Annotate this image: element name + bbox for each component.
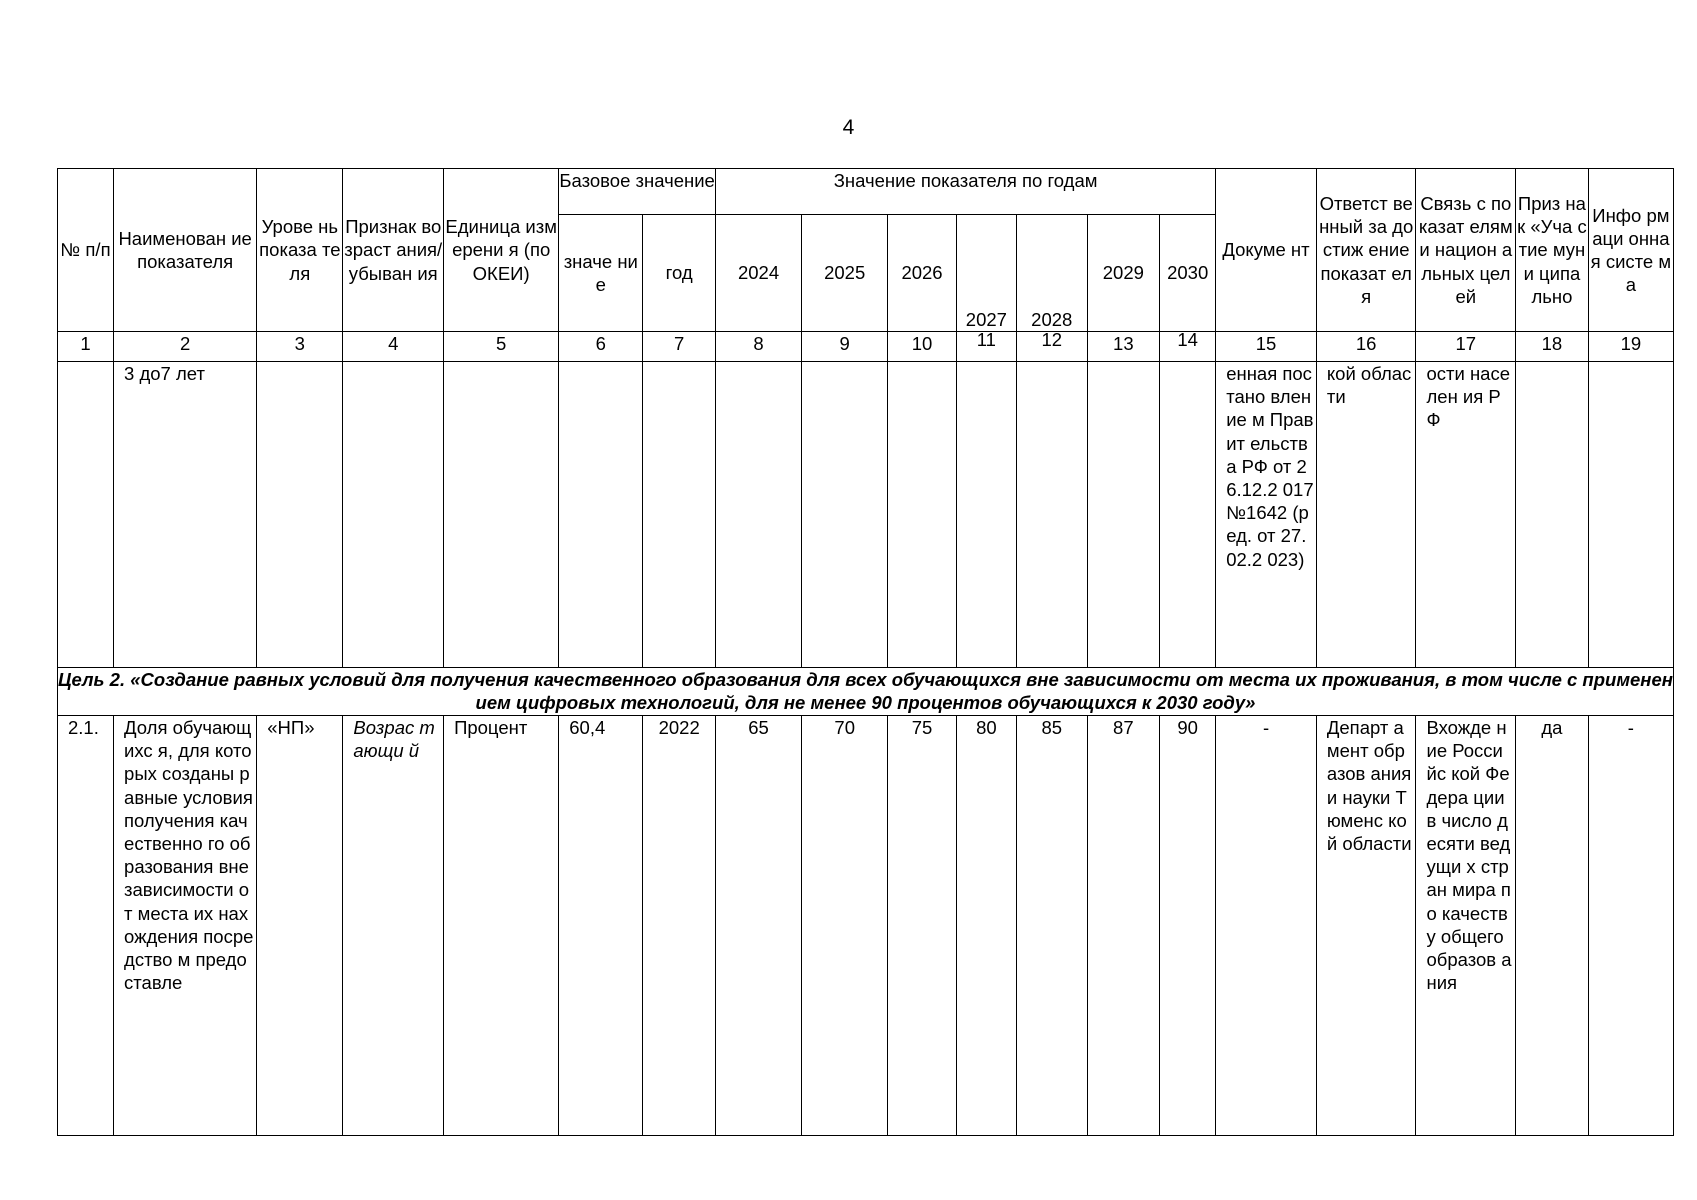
- cell-value-2028: 85: [1016, 716, 1087, 1136]
- column-number: 2: [114, 332, 257, 362]
- cell-name: Доля обучающихс я, для которых созданы равные условия получения качественно го образования вне зависимости от места их нахождения посредство м предоставле: [114, 716, 257, 1136]
- cell-name: 3 до7 лет: [114, 362, 257, 668]
- column-number: 10: [888, 332, 957, 362]
- cell-empty: [715, 362, 801, 668]
- header-col-unit: Единица измерени я (по ОКЕИ): [444, 169, 559, 332]
- header-row-1: [58, 169, 1674, 215]
- cell-empty: [1516, 362, 1589, 668]
- column-number: 4: [343, 332, 444, 362]
- header-col-document: Докуме нт: [1216, 169, 1317, 332]
- cell-value-2027: 80: [956, 716, 1016, 1136]
- column-number: 19: [1588, 332, 1673, 362]
- header-col-trend: Признак возраст ания/ убыван ия: [343, 169, 444, 332]
- cell-empty: [1160, 362, 1216, 668]
- header-col-responsible: Ответст венный за достиж ение показат еля: [1316, 169, 1416, 332]
- cell-value-2026: 75: [888, 716, 957, 1136]
- column-number: 5: [444, 332, 559, 362]
- indicator-row: [58, 716, 1674, 1136]
- cell-unit: Процент: [444, 716, 559, 1136]
- header-year-2026: 2026: [888, 215, 957, 332]
- column-number: 17: [1416, 332, 1516, 362]
- cell-empty: [888, 362, 957, 668]
- header-col-number: № п/п: [58, 169, 114, 332]
- goal-title: Цель 2. «Создание равных условий для получения качественного образования для всех обучающихся вне зависимости от места их проживания, в том числе с применением цифровых технологий, для не менее 90 процентов обучающихся к 2030 году»: [58, 668, 1674, 716]
- cell-link: Вхожде ние Российс кой Федера ции в число десяти ведущи х стран мира по качеств у общего образов ания: [1416, 716, 1516, 1136]
- cell-empty: [444, 362, 559, 668]
- cell-empty: [956, 362, 1016, 668]
- cell-empty: [343, 362, 444, 668]
- header-base-group: Базовое значение: [559, 169, 716, 215]
- cell-empty: [257, 362, 343, 668]
- cell-base-year: 2022: [643, 716, 716, 1136]
- indicators-table: [57, 168, 1674, 1136]
- cell-empty: [643, 362, 716, 668]
- column-number: 6: [559, 332, 643, 362]
- cell-empty: [1588, 362, 1673, 668]
- column-numbers-row: [58, 332, 1674, 362]
- header-base-year: год: [643, 215, 716, 332]
- cell-value-2024: 65: [715, 716, 801, 1136]
- column-number: 16: [1316, 332, 1416, 362]
- header-year-2028: 2028: [1016, 215, 1087, 332]
- cell-base-value: 60,4: [559, 716, 643, 1136]
- header-year-2029: 2029: [1087, 215, 1160, 332]
- cell-value-2029: 87: [1087, 716, 1160, 1136]
- page-number: 4: [842, 116, 855, 139]
- cell-empty: [1087, 362, 1160, 668]
- continuation-row: [58, 362, 1674, 668]
- cell-trend: Возрас тающи й: [343, 716, 444, 1136]
- cell-document: -: [1216, 716, 1317, 1136]
- header-year-2027: 2027: [956, 215, 1016, 332]
- cell-value-2030: 90: [1160, 716, 1216, 1136]
- cell-empty: [58, 362, 114, 668]
- cell-responsible: кой области: [1316, 362, 1416, 668]
- column-number: 9: [802, 332, 888, 362]
- header-col-name: Наименован ие показателя: [114, 169, 257, 332]
- header-col-link: Связь с показат елями национ альных целей: [1416, 169, 1516, 332]
- cell-info-system: -: [1588, 716, 1673, 1136]
- column-number: 3: [257, 332, 343, 362]
- header-base-value: значе ние: [559, 215, 643, 332]
- column-number: 1: [58, 332, 114, 362]
- header-col-municipal: Приз нак «Уча стие муни ципа льно: [1516, 169, 1589, 332]
- column-number: 18: [1516, 332, 1589, 362]
- header-years-group: Значение показателя по годам: [715, 169, 1215, 215]
- cell-empty: [1016, 362, 1087, 668]
- cell-document: енная постано вление м Правит ельства РФ от 26.12.2 017 №1642 (ред. от 27.02.2 023): [1216, 362, 1317, 668]
- cell-municipal: да: [1516, 716, 1589, 1136]
- column-number: 14: [1160, 332, 1216, 362]
- header-year-2030: 2030: [1160, 215, 1216, 332]
- column-number: 7: [643, 332, 716, 362]
- column-number: 8: [715, 332, 801, 362]
- cell-number: 2.1.: [58, 716, 114, 1136]
- cell-responsible: Департ амент образов ания и науки Тюменс кой области: [1316, 716, 1416, 1136]
- header-col-level: Урове нь показа теля: [257, 169, 343, 332]
- cell-empty: [559, 362, 643, 668]
- cell-link: ости населен ия РФ: [1416, 362, 1516, 668]
- header-year-2024: 2024: [715, 215, 801, 332]
- header-year-2025: 2025: [802, 215, 888, 332]
- column-number: 15: [1216, 332, 1317, 362]
- cell-level: «НП»: [257, 716, 343, 1136]
- column-number: 13: [1087, 332, 1160, 362]
- cell-empty: [802, 362, 888, 668]
- column-number: 11: [956, 332, 1016, 362]
- goal-row: [58, 668, 1674, 716]
- column-number: 12: [1016, 332, 1087, 362]
- cell-value-2025: 70: [802, 716, 888, 1136]
- header-col-info-system: Инфо рмаци онная систе ма: [1588, 169, 1673, 332]
